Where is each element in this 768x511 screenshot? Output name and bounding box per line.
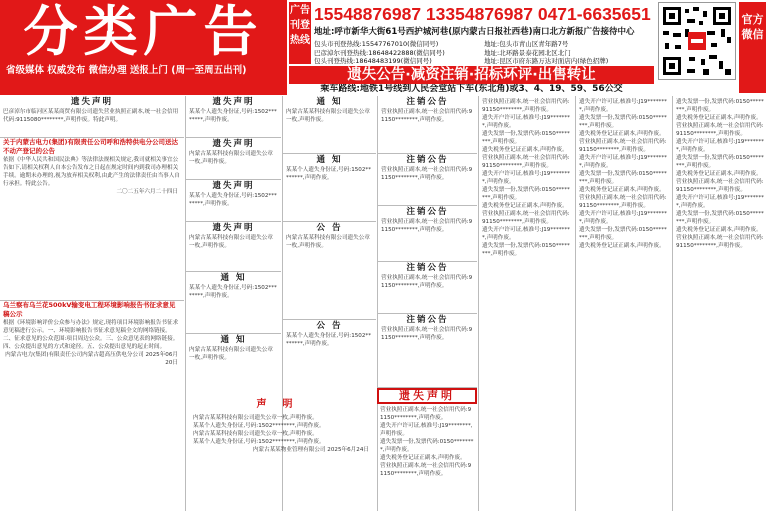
notice-text: 营业执照正副本,统一社会信用代码:91150********,声明作废。 <box>676 179 764 193</box>
notice-text: 遗失发票一份,发票代码:0150********,声明作废。 <box>579 227 667 241</box>
notice-text: 遗失税务登记证正副本,声明作废。 <box>482 203 568 209</box>
notice-text: 遗失开户许可证,核准号:J19********,声明作废。 <box>482 227 570 241</box>
notice <box>283 222 376 320</box>
notice <box>186 334 281 394</box>
notice-title: 遗失声明 <box>212 97 255 107</box>
notice-text: 内蒙古某某科技有限公司遗失公章一枚,声明作废。 <box>193 431 318 437</box>
notice-text: 遗失税务登记证正副本,声明作废。 <box>676 171 762 177</box>
notice-text: 营业执照正副本,统一社会信用代码:91150********,声明作废。 <box>381 327 473 341</box>
notice-text: 遗失发票一份,发票代码:0150********,声明作废。 <box>676 211 764 225</box>
notice-text: 遗失税务登记证正副本,声明作废。 <box>579 243 665 249</box>
notice-text: 遗失税务登记证正副本,声明作废。 <box>579 187 665 193</box>
notice-text: 营业执照正副本,统一社会信用代码:91150********,声明作废。 <box>579 195 667 209</box>
notice-text: 某某个人遗失身份证,号码:1502********,声明作废。 <box>193 439 325 445</box>
notice-text: 遗失税务登记证正副本,声明作废。 <box>676 115 762 121</box>
notice <box>186 138 281 180</box>
notice-text: 遗失发票一份,发票代码:0150********,声明作废。 <box>579 115 667 129</box>
notice-text: 遗失开户许可证,核准号:J19********,声明作废。 <box>380 423 473 437</box>
column-7 <box>672 96 768 511</box>
brand-title: 分类广告 <box>23 0 264 63</box>
notice-text: 巴彦淖尔市临河区某某商贸有限公司遗失营业执照正副本,统一社会信用代码:9115080********,声明作废。特此声明。 <box>3 109 179 123</box>
hotline-address: 地址:昆区市府东路万达对面店内(绿色招牌) <box>484 57 609 66</box>
phone-numbers: 15548876987 13354876987 0471-6635651 <box>314 4 651 24</box>
notice-headline: 乌兰察布乌兰花500kV输变电工程环境影响报告书征求意见稿公示 <box>3 301 176 318</box>
notice <box>283 96 376 154</box>
notice-text: 遗失发票一份,发票代码:0150********,声明作废。 <box>676 155 764 169</box>
notice-text: 遗失发票一份,发票代码:0150********,声明作废。 <box>380 439 474 453</box>
notice-title: 遗失声明 <box>212 181 255 191</box>
hotline-phone: 包头刊登热线:18648483199(微信同号) <box>314 57 432 66</box>
column-5 <box>478 96 574 511</box>
notice-text: 某某个人遗失身份证,号码:1502********,声明作废。 <box>189 193 277 207</box>
branch-hotlines <box>314 40 654 66</box>
notice-text: 营业执照正副本,统一社会信用代码:91150********,声明作废。 <box>676 235 764 249</box>
notice-title: 公 告 <box>316 223 343 233</box>
services-banner: 遗失公告·减资注销·招标环评·出售转让 <box>289 66 654 84</box>
notice-title: 遗失声明 <box>212 223 255 233</box>
notice <box>283 320 376 394</box>
notice <box>378 206 477 262</box>
notice-title: 公 告 <box>316 321 343 331</box>
notice-text: 遗失开户许可证,核准号:J19********,声明作废。 <box>579 211 667 225</box>
notice-text: 遗失开户许可证,核准号:J19********,声明作废。 <box>579 99 667 113</box>
notice-text: 遗失开户许可证,核准号:J19********,声明作废。 <box>482 115 570 129</box>
notice <box>378 96 477 154</box>
brand-block <box>0 0 287 95</box>
notice <box>378 262 477 314</box>
notice-signature: 内蒙古电力(集团)有限责任公司内蒙古超高压供电分公司 2025年06月20日 <box>5 352 178 366</box>
notice-text: 遗失发票一份,发票代码:0150********,声明作废。 <box>482 187 570 201</box>
notice <box>186 222 281 272</box>
notice <box>0 301 184 511</box>
office-address: 地址:呼市新华大街61号西护城河巷(原内蒙古日报社西巷)南口北方新报广告接待中心 <box>314 27 635 37</box>
notice-signature: 内蒙古某某物业管理有限公司 2025年6月24日 <box>252 447 369 453</box>
notice <box>0 96 184 138</box>
notice-text: 营业执照正副本,统一社会信用代码:91150********,声明作废。 <box>482 99 570 113</box>
notice-text: 营业执照正副本,统一社会信用代码:91150********,声明作废。 <box>579 139 667 153</box>
notice <box>0 138 184 301</box>
notice-text: 遗失开户许可证,核准号:J19********,声明作废。 <box>579 155 667 169</box>
notice-text: 遗失税务登记证正副本,声明作废。 <box>579 131 665 137</box>
notice-text: 营业执照正副本,统一社会信用代码:91150********,声明作废。 <box>482 211 570 225</box>
notice-text: 营业执照正副本,统一社会信用代码:91150********,声明作废。 <box>380 407 472 421</box>
notice-text: 依据《中华人民共和国民法典》等法律法规相关规定,我司就相关事宜公告如下,请相关权利人自本公告发布之日起在规定时间内到我司办理相关手续。逾期未办理的,视为放弃相关权利,由此产生的法律责任由当事人自行承担。特此公告。 <box>3 157 180 187</box>
hotline-row <box>314 40 654 49</box>
notice-text: 营业执照正副本,统一社会信用代码:91150********,声明作废。 <box>676 123 764 137</box>
hotline-tag: 广告刊登热线 <box>289 2 311 64</box>
notice-headline: 关于内蒙古电力(集团)有限责任公司呼和浩特供电分公司送达不动产登记的公告 <box>3 138 178 155</box>
declaration-block <box>190 414 375 454</box>
column-6 <box>575 96 671 511</box>
notice-title: 通 知 <box>220 273 247 283</box>
notice-text: 遗失发票一份,发票代码:0150********,声明作废。 <box>579 171 667 185</box>
brand-note <box>6 80 282 92</box>
notice-text: 内蒙古某某科技有限公司遗失公章一枚,声明作废。 <box>189 347 273 361</box>
lost-notice-heading: 遗失声明 <box>377 388 477 404</box>
notice-text: 某某个人遗失身份证,号码:1502********,声明作废。 <box>286 167 372 181</box>
bus-route: 乘车路线:地铁1号线到人民会堂站下车(东北角)或3、4、19、59、56公交 <box>320 84 623 94</box>
notice-text: 遗失税务登记证正副本,声明作废。 <box>380 455 466 461</box>
hotline-phone: 巴彦淖尔刊登热线:18648422888(微信同号) <box>314 48 445 57</box>
classifieds-body <box>0 96 768 511</box>
notice-text: 遗失发票一份,发票代码:0150********,声明作废。 <box>676 99 764 113</box>
notice-text: 遗失开户许可证,核准号:J19********,声明作废。 <box>676 195 764 209</box>
notice-text: 遗失发票一份,发票代码:0150********,声明作废。 <box>482 243 570 257</box>
notice-title: 通 知 <box>316 155 343 165</box>
notice <box>186 180 281 222</box>
notice-title: 遗失声明 <box>70 97 113 107</box>
notice-date: 二〇二五年六月二十四日 <box>116 189 178 195</box>
notice-text: 内蒙古某某科技有限公司遗失公章一枚,声明作废。 <box>193 415 318 421</box>
hotline-address: 地址:包头市青山区青年路7号 <box>484 40 569 48</box>
qr-code-icon[interactable] <box>658 2 736 80</box>
notice <box>283 154 376 222</box>
notice-text: 营业执照正副本,统一社会信用代码:91150********,声明作废。 <box>381 109 473 123</box>
notice-text: 遗失税务登记证正副本,声明作废。 <box>676 227 762 233</box>
notice-text: 某某个人遗失身份证,号码:1502********,声明作废。 <box>193 423 325 429</box>
notice-title: 通 知 <box>220 335 247 345</box>
hotline-row <box>314 57 654 66</box>
hotline-row <box>314 49 654 58</box>
notice-title: 注销公告 <box>406 263 449 273</box>
lost-notice-block <box>377 406 477 478</box>
notice <box>186 96 281 138</box>
notice <box>378 314 477 388</box>
notice-text: 某某个人遗失身份证,号码:1502********,声明作废。 <box>189 285 277 299</box>
notice-text: 遗失开户许可证,核准号:J19********,声明作废。 <box>482 171 570 185</box>
notice-title: 注销公告 <box>406 315 449 325</box>
notice-title: 遗失声明 <box>212 139 255 149</box>
notice-text: 内蒙古某某科技有限公司遗失公章一枚,声明作废。 <box>286 235 370 249</box>
column-1 <box>0 96 184 511</box>
brand-slogan: 省级媒体 权威发布 微信办理 送报上门 (周一至周五出刊) <box>6 65 247 76</box>
notice-text: 内蒙古某某科技有限公司遗失公章一枚,声明作废。 <box>189 235 273 249</box>
hotline-address: 地址:北环路景泰花园北区北门 <box>484 48 571 57</box>
wechat-tag: 官方微信 <box>739 2 766 93</box>
notice-text: 内蒙古某某科技有限公司遗失公章一枚,声明作废。 <box>286 109 370 123</box>
masthead <box>0 0 768 95</box>
notice-text: 营业执照正副本,统一社会信用代码:91150********,声明作废。 <box>381 219 473 233</box>
notice-text: 内蒙古某某科技有限公司遗失公章一枚,声明作废。 <box>189 151 273 165</box>
qr-caption <box>658 80 736 93</box>
notice-title: 通 知 <box>316 97 343 107</box>
notice <box>186 272 281 334</box>
notice-text: 营业执照正副本,统一社会信用代码:91150********,声明作废。 <box>380 463 472 477</box>
notice-text: 某某个人遗失身份证,号码:1502********,声明作废。 <box>286 333 372 347</box>
notice-title: 注销公告 <box>406 155 449 165</box>
declaration-heading: 声明 <box>256 399 309 410</box>
notice-text: 营业执照正副本,统一社会信用代码:91150********,声明作废。 <box>381 275 473 289</box>
notice-title: 注销公告 <box>406 207 449 217</box>
notice-text: 遗失税务登记证正副本,声明作废。 <box>482 147 568 153</box>
notice-text: 营业执照正副本,统一社会信用代码:91150********,声明作废。 <box>482 155 570 169</box>
notice-text: 遗失开户许可证,核准号:J19********,声明作废。 <box>676 139 764 153</box>
notice-text: 根据《环境影响评价公众参与办法》规定,现将项目环境影响报告书征求意见稿进行公示。一、环境影响报告书征求意见稿全文的网络链接。二、征求意见的公众范围:项目周边公众。三、公众意见表的网络链接。四、公众提出意见的方式和途径。五、公众提出意见的起止时间。 <box>3 320 179 350</box>
notice-text: 营业执照正副本,统一社会信用代码:91150********,声明作废。 <box>381 167 473 181</box>
notice <box>378 154 477 206</box>
notice-title: 注销公告 <box>406 97 449 107</box>
notice-text: 某某个人遗失身份证,号码:1502********,声明作废。 <box>189 109 277 123</box>
notice-text: 遗失发票一份,发票代码:0150********,声明作废。 <box>482 131 570 145</box>
hotline-phone: 包头市刊登热线:15547767010(微信同号) <box>314 40 439 48</box>
